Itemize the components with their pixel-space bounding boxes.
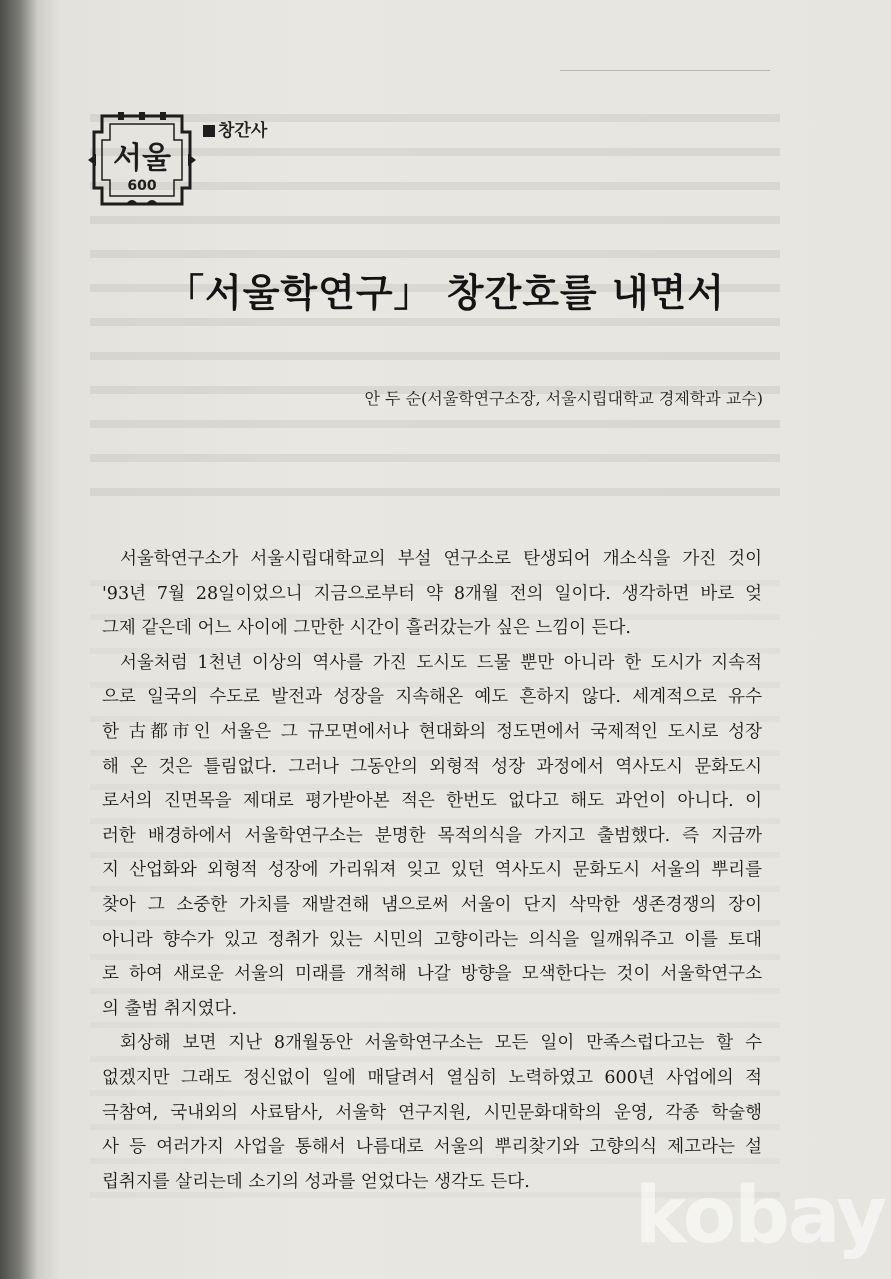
body-line: 찾아 그 소중한 가치를 재발견해 냄으로써 서울이 단지 삭막한 생존경쟁의 장이	[102, 894, 762, 915]
seoul-600-logo	[88, 110, 196, 210]
running-head-rule	[560, 70, 770, 71]
body-line: '93년 7월 28일이었으니 지금으로부터 약 8개월 전의 일이다. 생각하면 바로 엊	[102, 583, 762, 604]
article-author: 안 두 순(서울학연구소장, 서울시립대학교 경제학과 교수)	[364, 389, 763, 408]
body-line: 아니라 향수가 있고 정취가 있는 시민의 고향이라는 의식을 일깨워주고 이를 토대	[102, 929, 762, 950]
section-label-text: 창간사	[218, 121, 268, 141]
body-line: 사 등 여러가지 사업을 통해서 나름대로 서울의 뿌리찾기와 고향의식 제고라는 설	[102, 1137, 762, 1158]
article-title: 「서울학연구」 창간호를 내면서	[166, 271, 725, 315]
square-bullet-icon	[203, 125, 215, 137]
body-line: 회상해 보면 지난 8개월동안 서울학연구소는 모든 일이 만족스럽다고는 할 수	[120, 1033, 762, 1054]
body-line: 한 古都市인 서울은 그 규모면에서나 현대화의 정도면에서 국제적인 도시로 성장	[102, 721, 762, 742]
section-label	[203, 116, 267, 141]
body-line: 러한 배경하에서 서울학연구소는 분명한 목적의식을 가지고 출범했다. 즉 지금까	[102, 825, 762, 846]
body-line: 립취지를 살리는데 소기의 성과를 얻었다는 생각도 든다.	[102, 1171, 530, 1192]
body-line: 로서의 진면목을 제대로 평가받아본 적은 한번도 없다고 해도 과언이 아니다. 이	[102, 791, 762, 812]
logo-text: 서울	[113, 141, 171, 176]
body-line: 없겠지만 그래도 정신없이 일에 매달려서 열심히 노력하였고 600년 사업에의 적	[102, 1067, 762, 1088]
article-body	[102, 542, 762, 1199]
logo-subtext: 600	[127, 178, 157, 194]
body-line: 해 온 것은 틀림없다. 그러나 그동안의 외형적 성장 과정에서 역사도시 문화도시	[102, 756, 762, 777]
body-line: 으로 일국의 수도로 발전과 성장을 지속해온 예도 흔하지 않다. 세계적으로 유수	[102, 687, 762, 708]
watermark: kobay	[634, 1171, 885, 1261]
body-line: 서울학연구소가 서울시립대학교의 부설 연구소로 탄생되어 개소식을 가진 것이	[120, 549, 762, 569]
body-line: 의 출범 취지였다.	[102, 998, 238, 1019]
body-line: 그제 같은데 어느 사이에 그만한 시간이 흘러갔는가 싶은 느낌이 든다.	[102, 618, 631, 639]
body-line: 극참여, 국내외의 사료탐사, 서울학 연구지원, 시민문화대학의 운영, 각종 학술행	[102, 1102, 762, 1123]
body-line: 지 산업화와 외형적 성장에 가리워져 잊고 있던 역사도시 문화도시 서울의 뿌리를	[102, 860, 762, 881]
body-line: 로 하여 새로운 서울의 미래를 개척해 나갈 방향을 모색한다는 것이 서울학연구소	[102, 964, 762, 985]
body-line: 서울처럼 1천년 이상의 역사를 가진 도시도 드물 뿐만 아니라 한 도시가 지속적	[120, 652, 762, 673]
